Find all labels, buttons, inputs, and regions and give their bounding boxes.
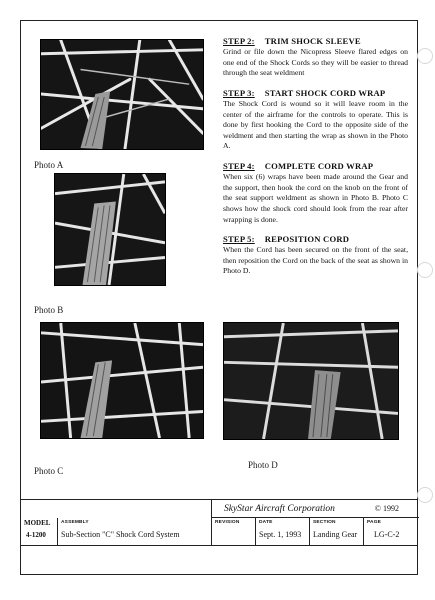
photo-c-image (40, 322, 204, 439)
photo-d-image (223, 322, 399, 440)
punch-hole-bottom (417, 487, 433, 503)
company-name: SkyStar Aircraft Corporation (224, 504, 335, 514)
step-2 (223, 36, 408, 79)
step-5-number: STEP 5: (223, 234, 255, 245)
step-2-number: STEP 2: (223, 36, 255, 46)
date-value: Sept. 1, 1993 (259, 530, 302, 539)
assembly-cell (57, 518, 211, 546)
model-value: 4-1200 (26, 531, 46, 539)
company-row (211, 500, 419, 518)
photo-a-image (54, 173, 166, 286)
step-3-body: The Shock Cord is wound so it will leave room in the center of the airframe for the controls to operate. This is done by first hooking the Cord to the opposite side of the weldment and then starting the wrap as shown in the Photo A. (223, 98, 408, 151)
section-value: Landing Gear (313, 530, 358, 539)
page-label: PAGE (367, 520, 382, 525)
step-5-body: When the Cord has been secured on the front of the seat, then reposition the Cord on the back of the seat as shown in Photo D. (223, 245, 408, 276)
punch-hole-top (417, 48, 433, 64)
copyright: © 1992 (374, 504, 399, 513)
section-cell (309, 518, 363, 546)
step-4-body: When six (6) wraps have been made around the Gear and the support, then hook the cord on the knob on the front of the seat support weldment as shown in Photo B. Photo C shows how the shock cord should look from the rear after wrapping is done. (223, 172, 408, 224)
punch-hole-middle (417, 262, 433, 278)
title-block (20, 499, 418, 546)
page-value: LG-C-2 (374, 530, 400, 539)
date-cell (255, 518, 309, 546)
photo-d-caption: Photo D (248, 460, 278, 470)
revision-label: REVISION (215, 520, 240, 525)
photo-a-upper-image (40, 39, 204, 150)
step-5-title: REPOSITION CORD (264, 234, 350, 245)
step-2-title: TRIM SHOCK SLEEVE (264, 36, 361, 46)
page-cell (363, 518, 418, 546)
steps-list (223, 36, 408, 286)
photo-c-caption: Photo C (34, 466, 64, 476)
step-2-body: Grind or file down the Nicopress Sleeve flared edges on one end of the Shock Cords so they will be easier to thread through the seat weldment (223, 47, 408, 78)
date-label: DATE (259, 520, 273, 525)
step-4 (223, 161, 408, 225)
assembly-value: Sub-Section "C" Shock Cord System (61, 530, 180, 539)
step-3 (223, 88, 408, 152)
assembly-label: ASSEMBLY (61, 520, 89, 525)
photo-b-caption: Photo B (34, 305, 64, 315)
step-4-title: COMPLETE CORD WRAP (264, 161, 374, 171)
model-label: MODEL (24, 519, 51, 527)
step-3-title: START SHOCK CORD WRAP (264, 87, 386, 98)
revision-cell (211, 518, 255, 546)
step-3-number: STEP 3: (223, 87, 255, 98)
model-cell (21, 518, 57, 546)
section-label: SECTION (313, 520, 336, 525)
step-5 (223, 234, 408, 277)
step-4-number: STEP 4: (223, 161, 255, 171)
photo-a-caption: Photo A (34, 160, 64, 170)
